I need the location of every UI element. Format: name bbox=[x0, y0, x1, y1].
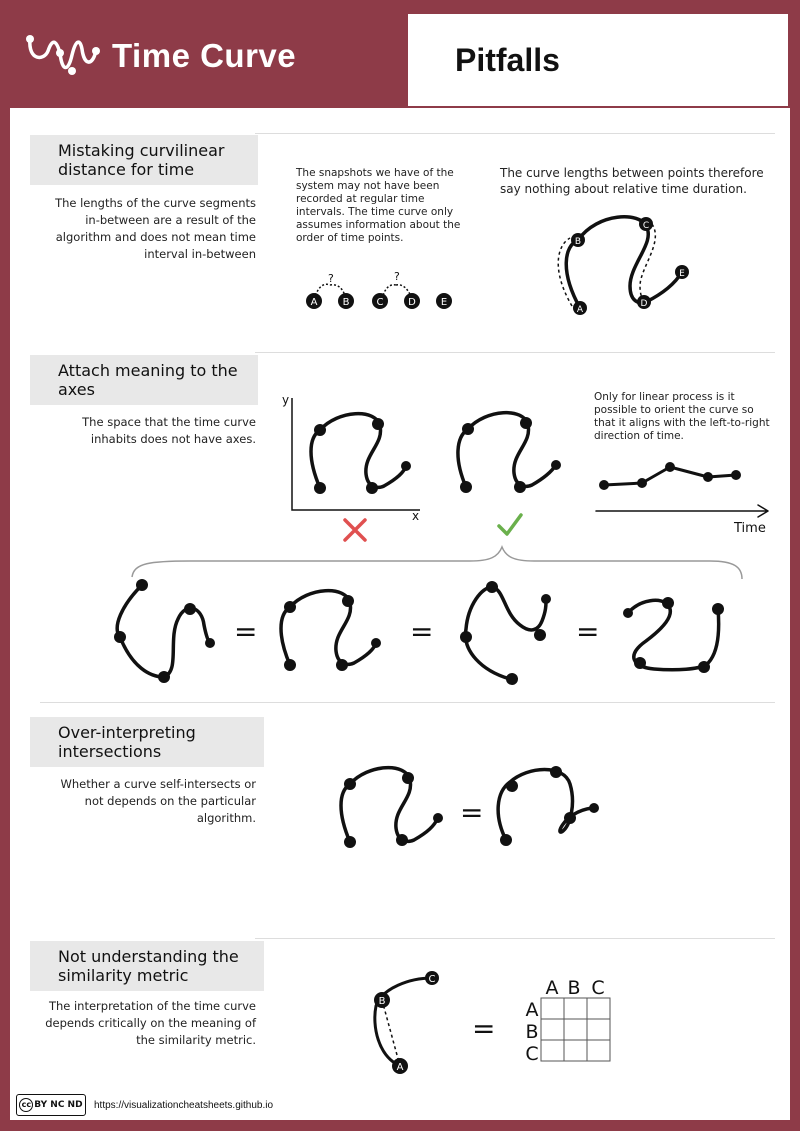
question-mark: ? bbox=[394, 270, 400, 283]
section-description: The space that the time curve inhabits does not have axes. bbox=[82, 415, 256, 446]
svg-text:E: E bbox=[679, 269, 685, 279]
footer-link[interactable]: https://visualizationcheatsheets.github.io bbox=[94, 1099, 273, 1111]
point-label: B bbox=[342, 297, 350, 308]
note-linear-process: Only for linear process is it possible to orient the curve so that it aligns with the left-to-right direction of time. bbox=[594, 391, 770, 442]
point-label: E bbox=[440, 297, 448, 308]
check-icon bbox=[496, 512, 524, 538]
matrix-col-label: C bbox=[591, 977, 605, 999]
equals-sign: = bbox=[472, 1012, 496, 1045]
page-title: Pitfalls bbox=[455, 42, 560, 78]
no-axes-figure bbox=[452, 405, 572, 505]
linear-time-figure bbox=[592, 455, 772, 535]
section-heading: Over-interpreting intersections bbox=[30, 717, 264, 767]
license-badge[interactable] bbox=[16, 1094, 86, 1116]
equals-sign: = bbox=[234, 615, 258, 648]
divider bbox=[255, 352, 775, 353]
matrix-row-label: B bbox=[525, 1021, 539, 1043]
time-axis-label: Time bbox=[734, 521, 766, 536]
axis-y-label: y bbox=[282, 393, 290, 407]
equals-sign: = bbox=[410, 615, 434, 648]
section-heading: Mistaking curvilinear distance for time bbox=[30, 135, 258, 185]
cc-icon: cc bbox=[19, 1098, 33, 1112]
svg-text:B: B bbox=[574, 237, 582, 247]
svg-text:C: C bbox=[642, 221, 650, 231]
similarity-figure bbox=[360, 966, 450, 1076]
matrix-grid bbox=[541, 998, 610, 1061]
section-description: Whether a curve self-intersects or not depends on the particular algorithm. bbox=[60, 777, 256, 825]
section-heading: Attach meaning to the axes bbox=[30, 355, 258, 405]
matrix-col-label: A bbox=[545, 977, 559, 999]
divider bbox=[255, 938, 775, 939]
brand-name: Time Curve bbox=[112, 37, 297, 74]
similarity-matrix-figure bbox=[468, 972, 618, 1067]
axis-x-label: x bbox=[412, 509, 420, 523]
equals-sign: = bbox=[460, 796, 484, 829]
brand bbox=[22, 28, 296, 84]
intersection-figure bbox=[330, 760, 610, 860]
equals-sign: = bbox=[576, 615, 600, 648]
matrix-row-label: C bbox=[525, 1043, 539, 1065]
note-snapshots: The snapshots we have of the system may not have been recorded at regular time intervals. The time curve only assumes information about the order of time points. bbox=[296, 167, 461, 244]
cross-icon bbox=[342, 517, 368, 543]
question-mark: ? bbox=[328, 272, 334, 285]
time-curve-logo-icon bbox=[22, 31, 102, 81]
svg-text:C: C bbox=[428, 974, 436, 985]
section-heading: Not understanding the similarity metric bbox=[30, 941, 264, 991]
equivalent-curves-figure bbox=[110, 575, 740, 690]
footer bbox=[16, 1094, 273, 1116]
svg-text:B: B bbox=[378, 996, 386, 1007]
note-curve-lengths: The curve lengths between points therefore say nothing about relative time duration. bbox=[500, 166, 764, 196]
section-description: The interpretation of the time curve depends critically on the meaning of the similarity metric. bbox=[45, 999, 256, 1047]
svg-text:A: A bbox=[396, 1062, 404, 1073]
svg-text:D: D bbox=[640, 299, 648, 309]
point-label: D bbox=[408, 297, 416, 308]
point-label: C bbox=[376, 297, 384, 308]
axes-figure bbox=[280, 390, 430, 523]
license-label: BY NC ND bbox=[34, 1100, 83, 1110]
matrix-col-label: B bbox=[567, 977, 581, 999]
svg-text:A: A bbox=[576, 305, 584, 315]
curve-lengths-figure bbox=[548, 212, 698, 322]
matrix-row-label: A bbox=[525, 999, 539, 1021]
divider bbox=[255, 133, 775, 134]
divider bbox=[40, 702, 775, 703]
point-label: A bbox=[310, 297, 318, 308]
timeline-points-figure bbox=[290, 265, 470, 315]
section-description: The lengths of the curve segments in-between are a result of the algorithm and does not mean time interval in-between bbox=[55, 196, 256, 261]
